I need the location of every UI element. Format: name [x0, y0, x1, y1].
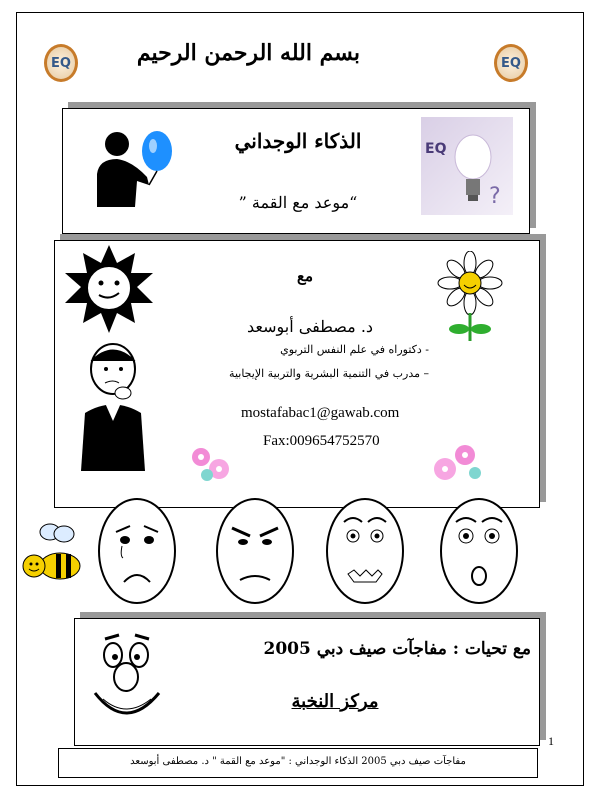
- eq-badge-label: EQ: [51, 55, 71, 71]
- svg-text:?: ?: [489, 184, 501, 209]
- title-subtitle: “موعد مع القمة ”: [238, 193, 358, 212]
- sun-face-icon: [59, 243, 159, 335]
- email-address: mostafabac1@gawab.com: [241, 405, 400, 421]
- fax-number: Fax:009654752570: [263, 433, 380, 449]
- title-box: [62, 108, 530, 234]
- sad-face-icon: [96, 496, 178, 606]
- lightbulb-graphic: [421, 117, 513, 215]
- surprised-face-icon: [438, 496, 520, 606]
- eq-badge-label: EQ: [501, 55, 521, 71]
- page-number: 1: [548, 734, 554, 748]
- center-name: مركز النخبة: [291, 691, 379, 712]
- pink-flowers-icon: [187, 443, 237, 483]
- organizer-box: [74, 618, 540, 746]
- author-info-box: [54, 240, 540, 508]
- scared-face-icon: [324, 496, 406, 606]
- thinking-man-icon: [61, 341, 159, 475]
- lightbulb-icon: [447, 127, 507, 213]
- daisy-flower-icon: [435, 251, 505, 343]
- author-name: د. مصطفى أبوسعد: [246, 317, 374, 336]
- credential-line-1: - دكتوراه في علم النفس التربوي: [280, 343, 429, 356]
- basmala-calligraphy: بسم الله الرحمن الرحيم: [136, 40, 360, 66]
- credential-line-2: – مدرب في التنمية البشرية والتربية الإيجابية: [229, 367, 429, 380]
- page-footer: [58, 748, 538, 778]
- bulb-label: EQ: [425, 141, 447, 157]
- title-heading: الذكاء الوجداني: [234, 129, 362, 153]
- eq-badge-right: [494, 44, 528, 82]
- pink-flowers-icon: [427, 441, 487, 485]
- eq-badge-left: [44, 44, 78, 82]
- angry-face-icon: [214, 496, 296, 606]
- footer-text: مفاجآت صيف دبي 2005 الذكاء الوجداني : "موعد مع القمة " د. مصطفى أبوسعد: [130, 756, 466, 767]
- with-label: مع: [296, 267, 314, 285]
- greeting-line: مع تحيات : مفاجآت صيف دبي 2005: [263, 639, 531, 659]
- man-with-balloon-icon: [77, 119, 187, 209]
- bee-icon: [20, 522, 84, 586]
- smiley-face-icon: [85, 629, 169, 733]
